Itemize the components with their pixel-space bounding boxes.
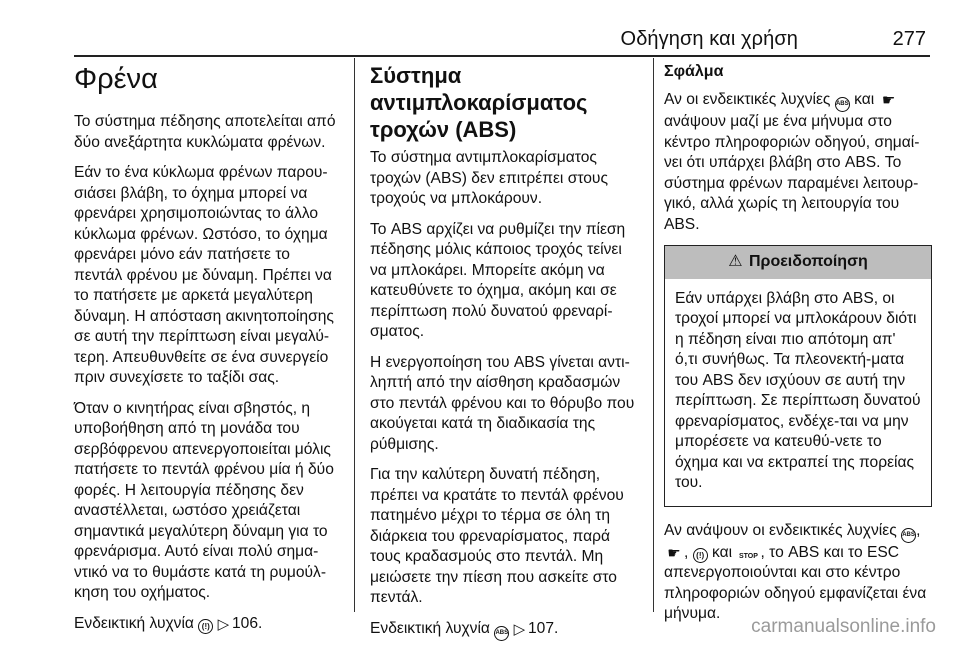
header-rule [74,55,930,57]
page-reference-arrow-icon: ▷ [217,615,230,633]
brake-warning-icon: (!) [198,619,213,634]
reference-text: Ενδεικτική λυχνία [74,614,194,632]
abs-warning-icon: ABS [835,97,850,112]
brakes-reference [74,614,342,635]
warning-header [665,246,931,279]
column-divider-2 [653,58,654,612]
warning-title: Προειδοποίηση [748,253,868,270]
fault-paragraph-2: Αν ανάψουν οι ενδεικτικές λυχνίες ABS, ☛ , (!) και STOP , το ABS και το ESC απενεργοποιούνται και στο κέντρο πληροφοριών οδηγού εμφανίζεται ένα μήνυμα. [664,521,927,622]
abs-paragraph-4: Για την καλύτερη δυνατή πέδηση, πρέπει να κρατάτε το πεντάλ φρένου πατημένο μέχρι το τέρμα σε όλη τη διάρκεια του φρεναρίσματος, παρά τους κραδασμούς στο πεντάλ. Μη μειώσετε την πίεση που ασκείτε στο πεντάλ. [370,466,624,606]
abs-paragraph-2: Το ABS αρχίζει να ρυθμίζει την πίεση πέδησης μόλις κάποιος τροχός τείνει να μπλοκάρει. Μπορείτε ακόμη να κατευθύνετε το όχημα, ακόμη και σε περίπτωση πολύ δυνατού φρεναρί-σματος. [370,220,626,340]
page-number: 277 [892,28,926,50]
brake-warning-icon: (!) [693,548,708,563]
abs-reference [370,619,638,641]
page-reference-arrow-icon: ▷ [513,620,526,638]
brakes-paragraph-3: Όταν ο κινητήρας είναι σβηστός, η υποβοήθηση από τη μονάδα του σερβόφρενου απενεργοποιείται μόλις πατήσετε το πεντάλ φρένου μία ή δύο φορές. Η λειτουργία πέδησης δεν αναστέλλεται, ωστόσο χρειάζεται σημαντικά μεγαλύτερη δύναμη για το φρενάρισμα. Αυτό είναι πολύ σημα-ντικό να το θυμάστε κατά τη ρυμούλ-κηση του οχήματος. [74,399,334,601]
abs-warning-icon: ABS [901,528,916,543]
brakes-paragraph-2: Εάν το ένα κύκλωμα φρένων παρου-σιάσει βλάβη, το όχημα μπορεί να φρενάρει χρησιμοποιώντας το άλλο κύκλωμα φρένων. Ωστόσο, το όχημα φρενάρει μόνο εάν πατήσετε το πεντάλ φρένου με δύναμη. Πρέπει να το πατήσετε με αρκετά μεγαλύτερη δύναμη. Η απόσταση ακινητοποίησης σε αυτή την περίπτωση είναι μεγαλύ-τερη. Απευθυνθείτε σε ένα συνεργείο πριν συνεχίσετε το ταξίδι σας. [74,164,334,386]
column-brakes [74,62,342,644]
warning-box [664,245,932,507]
fault-paragraph-1: Αν οι ενδεικτικές λυχνίες ABS και ☛ ανάψουν μαζί με ένα μήνυμα στο κέντρο πληροφοριών οδηγού, σημαί-νει ότι υπάρχει βλάβη στο ABS. Το σύστημα φρένων παραμένει λειτουρ-γικό, αλλά χωρίς τη λειτουργία του ABS. [664,91,920,233]
column-fault [664,62,932,635]
brakes-paragraph-1: Το σύστημα πέδησης αποτελείται από δύο ανεξάρτητα κυκλώματα φρένων. [74,113,336,151]
reference-text: Ενδεικτική λυχνία [370,619,490,637]
esc-car-icon: ☛ [667,544,681,562]
column-abs [370,62,638,651]
watermark: carmanualsonline.info [751,616,936,637]
fault-heading: Σφάλμα [664,63,724,80]
warning-body: Εάν υπάρχει βλάβη στο ABS, οι τροχοί μπορεί να μπλοκάρουν διότι η πέδηση είναι πιο απότομη απ' ό,τι συνήθως. Τα πλεονεκτή-ματα του ABS δεν ισχύουν σε αυτή την περίπτωση. Σε περίπτωση δυνατού φρεναρίσματος, ενδέχε-ται να μην μπορέσετε να κατευθύ-νετε το όχημα και να εκτραπεί της πορείας του. [675,289,921,491]
abs-paragraph-1: Το σύστημα αντιμπλοκαρίσματος τροχών (ABS) δεν επιτρέπει στους τροχούς να μπλοκάρουν. [370,149,608,207]
reference-page-link[interactable]: 106. [231,614,263,632]
warning-triangle-icon: ⚠ [728,253,743,270]
brakes-heading: Φρένα [74,63,158,95]
abs-warning-icon: ABS [494,626,509,641]
page-header-title: Οδήγηση και χρήση [620,28,798,50]
abs-paragraph-3: Η ενεργοποίηση του ABS γίνεται αντι-ληπτή από την αίσθηση κραδασμών στο πεντάλ φρένου και το θόρυβο που ακούγεται κατά τη διαδικασία της ρύθμισης. [370,353,635,453]
column-divider-1 [354,58,355,612]
reference-page-link[interactable]: 107. [527,619,559,637]
abs-heading: Σύστημα αντιμπλοκαρίσματος τροχών (ABS) [370,63,588,142]
esc-car-icon: ☛ [881,92,896,109]
stop-icon: STOP [738,552,758,560]
